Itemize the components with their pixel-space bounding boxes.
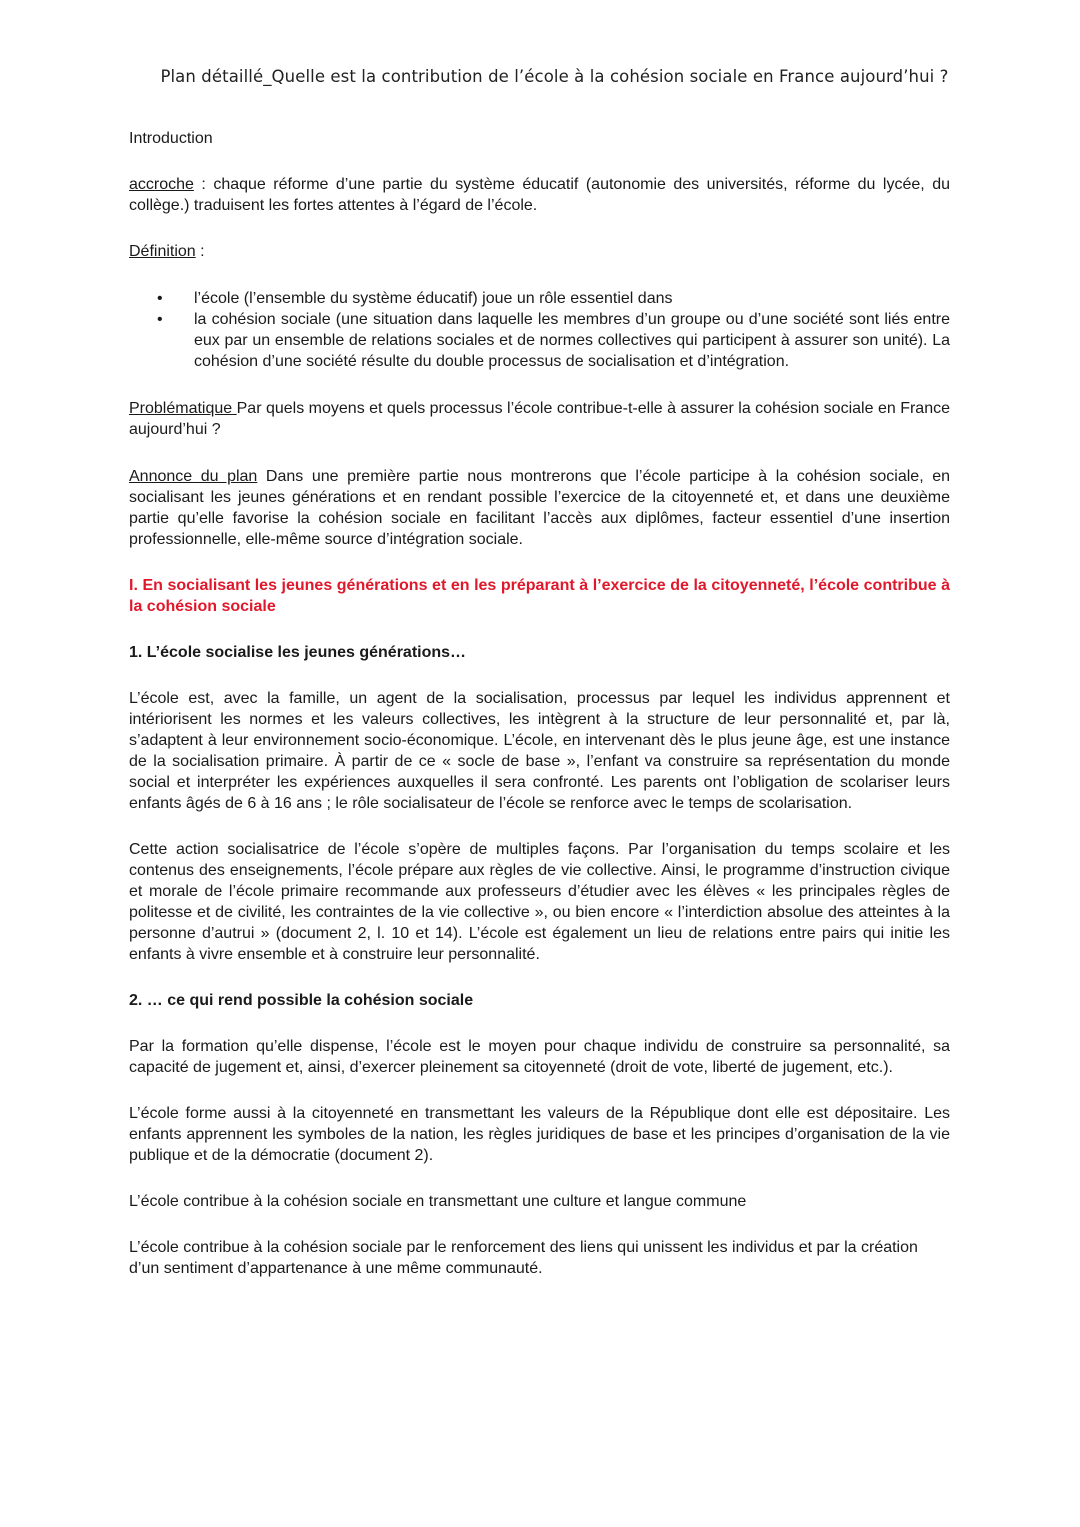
list-item-text: l’école (l’ensemble du système éducatif) joue un rôle essentiel dans: [194, 290, 673, 307]
annonce-paragraph: [129, 466, 950, 550]
body-paragraph: L’école est, avec la famille, un agent de la socialisation, processus par lequel les individus apprennent et intériorisent les normes et les valeurs collectives, les intègrent à la structure de leur personnalité et, par là, s’adaptent à leur environnement socio-économique. L’école, en intervenant dès le plus jeune âge, est une instance de la socialisation primaire. À partir de ce « socle de base », l’enfant va construire sa représentation du monde social et interpréter les expériences auxquelles il sera confronté. Les parents ont l’obligation de scolariser leurs enfants âgés de 6 à 16 ans ; le rôle socialisateur de l’école se renforce avec le temps de scolarisation.: [129, 690, 950, 812]
problematique-text: Par quels moyens et quels processus l’école contribue-t-elle à assurer la cohésion sociale en France aujourd’hui ?: [129, 400, 950, 438]
body-paragraph: L’école forme aussi à la citoyenneté en transmettant les valeurs de la République dont elle est dépositaire. Les enfants apprennent les symboles de la nation, les règles juridiques de base et les principes d’organisation de la vie publique et de la démocratie (document 2).: [129, 1105, 950, 1164]
part1-title: I. En socialisant les jeunes générations et en les préparant à l’exercice de la citoyenneté, l’école contribue à la cohésion sociale: [129, 577, 950, 615]
annonce-text: Dans une première partie nous montrerons que l’école participe à la cohésion sociale, en socialisant les jeunes générations et en rendant possible l’exercice de la citoyenneté et, et dans une deuxième partie qu’elle favorise la cohésion sociale en facilitant l’accès aux diplômes, facteur essentiel d’une insertion professionnelle, elle-même source d’intégration sociale.: [129, 468, 951, 548]
bullet-icon: •: [157, 311, 163, 328]
list-item-text: la cohésion sociale (une situation dans laquelle les membres d’un groupe ou d’une société sont liés entre eux par un ensemble de relations sociales et de normes collectives qui participent à assurer son unité). La cohésion d’une société résulte du double processus de socialisation et d’intégration.: [194, 311, 950, 370]
bullet-icon: •: [157, 290, 163, 307]
definition-suffix: :: [195, 243, 205, 260]
definition-list: [129, 288, 950, 372]
problematique-paragraph: [129, 398, 950, 440]
annonce-label: Annonce du plan: [129, 468, 258, 485]
definition-label: Définition: [129, 243, 196, 260]
list-item: [129, 288, 950, 309]
list-item: [129, 309, 950, 372]
accroche-label: accroche: [129, 176, 194, 193]
body-paragraph: Par la formation qu’elle dispense, l’école est le moyen pour chaque individu de construire sa personnalité, sa capacité de jugement et, ainsi, d’exercer pleinement sa citoyenneté (droit de vote, liberté de jugement, etc.).: [129, 1038, 950, 1076]
accroche-paragraph: [129, 174, 950, 216]
page-header: Plan détaillé_Quelle est la contribution de l’école à la cohésion sociale en France aujourd’hui ?: [160, 67, 949, 86]
body-paragraph: Cette action socialisatrice de l’école s’opère de multiples façons. Par l’organisation du temps scolaire et les contenus des enseignements, l’école prépare aux règles de vie collective. Ainsi, le programme d’instruction civique et morale de l’école primaire recommande aux professeurs d’étudier avec les élèves « les principales règles de politesse et de civilité, les contraintes de la vie collective », ou bien encore « l’interdiction absolue des atteintes à la personne d’autrui » (document 2, l. 10 et 14). L’école est également un lieu de relations entre pairs qui initie les enfants à vivre ensemble et à construire leur personnalité.: [129, 841, 950, 963]
body-paragraph: L’école contribue à la cohésion sociale en transmettant une culture et langue commune: [129, 1193, 747, 1210]
accroche-text: : chaque réforme d’une partie du système éducatif (autonomie des universités, réforme du lycée, du collège.) traduisent les fortes attentes à l’égard de l’école.: [129, 176, 950, 214]
body-paragraph: L’école contribue à la cohésion sociale par le renforcement des liens qui unissent les individus et par la création d’un sentiment d’appartenance à une même communauté.: [129, 1239, 918, 1277]
problematique-label: Problématique: [129, 400, 237, 417]
part1-sub2-title: 2. … ce qui rend possible la cohésion sociale: [129, 992, 474, 1009]
introduction-heading: Introduction: [129, 130, 213, 147]
definition-heading: [129, 241, 950, 262]
part1-sub1-title: 1. L’école socialise les jeunes générations…: [129, 644, 467, 661]
